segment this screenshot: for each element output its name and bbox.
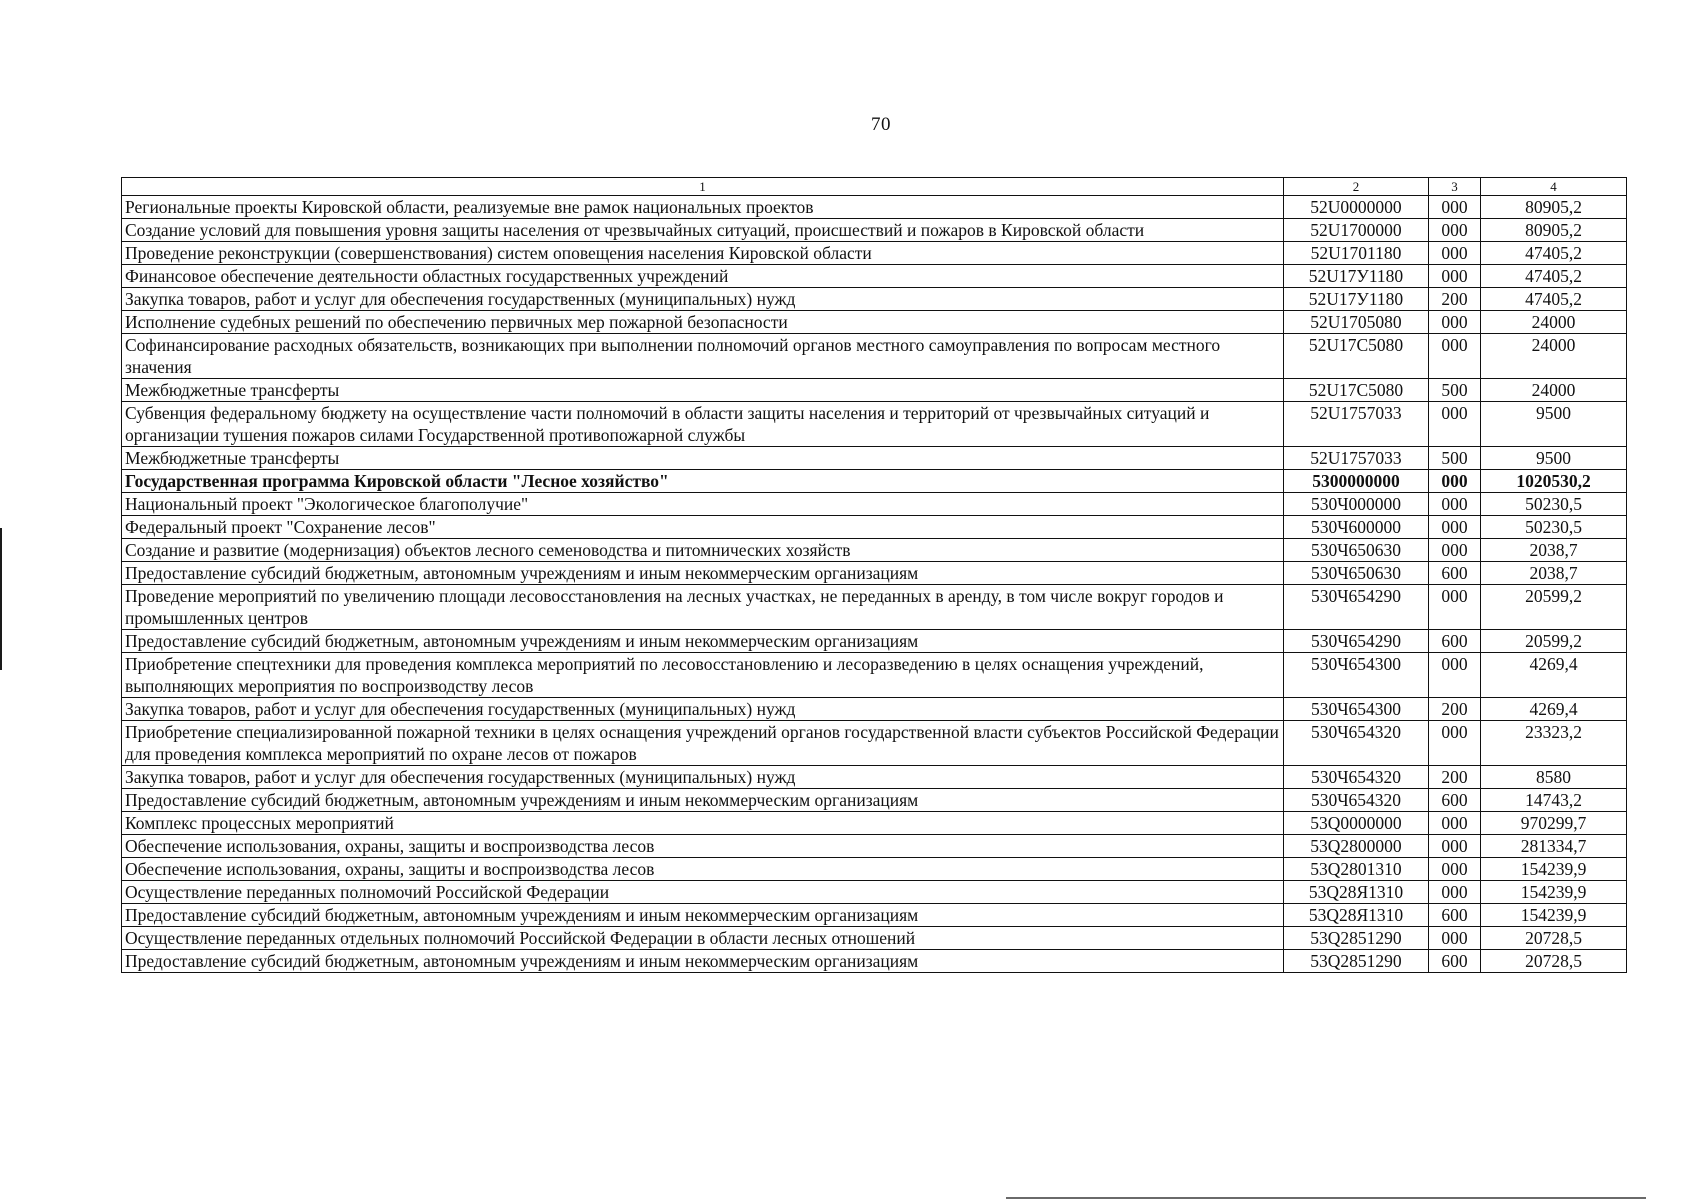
row-code-cell: 530Ч654320	[1284, 789, 1429, 812]
row-amount-cell: 154239,9	[1481, 858, 1627, 881]
row-code-cell: 53Q2851290	[1284, 927, 1429, 950]
row-code-cell: 52U17У1180	[1284, 265, 1429, 288]
row-amount-cell: 970299,7	[1481, 812, 1627, 835]
row-name-cell: Приобретение спецтехники для проведения комплекса мероприятий по лесовосстановлению и лесоразведению в целях оснащения учреждений, выполняющих мероприятия по воспроизводству лесов	[122, 653, 1284, 698]
table-row	[122, 585, 1627, 630]
row-type-cell: 000	[1429, 721, 1481, 766]
row-name-cell: Межбюджетные трансферты	[122, 379, 1284, 402]
row-name-cell: Проведение реконструкции (совершенствования) систем оповещения населения Кировской области	[122, 242, 1284, 265]
table-row	[122, 698, 1627, 721]
row-name-cell: Закупка товаров, работ и услуг для обеспечения государственных (муниципальных) нужд	[122, 766, 1284, 789]
row-amount-cell: 80905,2	[1481, 219, 1627, 242]
row-amount-cell: 24000	[1481, 334, 1627, 379]
row-name-cell: Обеспечение использования, охраны, защиты и воспроизводства лесов	[122, 835, 1284, 858]
row-name-cell: Предоставление субсидий бюджетным, автономным учреждениям и иным некоммерческим организациям	[122, 562, 1284, 585]
row-name-cell: Закупка товаров, работ и услуг для обеспечения государственных (муниципальных) нужд	[122, 288, 1284, 311]
row-type-cell: 200	[1429, 698, 1481, 721]
row-name-cell: Обеспечение использования, охраны, защиты и воспроизводства лесов	[122, 858, 1284, 881]
row-amount-cell: 50230,5	[1481, 516, 1627, 539]
table-row	[122, 927, 1627, 950]
row-type-cell: 000	[1429, 242, 1481, 265]
row-name-cell: Исполнение судебных решений по обеспечению первичных мер пожарной безопасности	[122, 311, 1284, 334]
row-type-cell: 600	[1429, 562, 1481, 585]
header-cell-4: 4	[1481, 178, 1627, 196]
row-code-cell: 52U1705080	[1284, 311, 1429, 334]
row-name-cell: Создание условий для повышения уровня защиты населения от чрезвычайных ситуаций, происшествий и пожаров в Кировской области	[122, 219, 1284, 242]
row-name-cell: Предоставление субсидий бюджетным, автономным учреждениям и иным некоммерческим организациям	[122, 904, 1284, 927]
table-row	[122, 539, 1627, 562]
table-row	[122, 562, 1627, 585]
row-code-cell: 530Ч000000	[1284, 493, 1429, 516]
row-type-cell: 000	[1429, 402, 1481, 447]
row-type-cell: 000	[1429, 334, 1481, 379]
row-name-cell: Приобретение специализированной пожарной техники в целях оснащения учреждений органов государственной власти субъектов Российской Федерации для проведения комплекса мероприятий по охране лесов от пожаров	[122, 721, 1284, 766]
row-amount-cell: 20728,5	[1481, 927, 1627, 950]
row-type-cell: 000	[1429, 470, 1481, 493]
row-code-cell: 52U1757033	[1284, 402, 1429, 447]
row-name-cell: Осуществление переданных полномочий Российской Федерации	[122, 881, 1284, 904]
row-amount-cell: 47405,2	[1481, 265, 1627, 288]
row-type-cell: 600	[1429, 630, 1481, 653]
table-row	[122, 219, 1627, 242]
row-amount-cell: 9500	[1481, 402, 1627, 447]
row-amount-cell: 47405,2	[1481, 242, 1627, 265]
row-code-cell: 530Ч654300	[1284, 653, 1429, 698]
row-type-cell: 000	[1429, 585, 1481, 630]
table-row	[122, 265, 1627, 288]
row-type-cell: 000	[1429, 516, 1481, 539]
row-code-cell: 52U17C5080	[1284, 379, 1429, 402]
row-type-cell: 200	[1429, 288, 1481, 311]
row-amount-cell: 4269,4	[1481, 653, 1627, 698]
row-amount-cell: 80905,2	[1481, 196, 1627, 219]
row-code-cell: 530Ч650630	[1284, 539, 1429, 562]
row-amount-cell: 2038,7	[1481, 539, 1627, 562]
table-row	[122, 766, 1627, 789]
table-row	[122, 493, 1627, 516]
row-code-cell: 530Ч654300	[1284, 698, 1429, 721]
row-type-cell: 000	[1429, 881, 1481, 904]
row-amount-cell: 20728,5	[1481, 950, 1627, 973]
row-type-cell: 500	[1429, 447, 1481, 470]
table-row	[122, 789, 1627, 812]
row-name-cell: Создание и развитие (модернизация) объектов лесного семеноводства и питомнических хозяйств	[122, 539, 1284, 562]
row-name-cell: Проведение мероприятий по увеличению площади лесовосстановления на лесных участках, не переданных в аренду, в том числе вокруг городов и промышленных центров	[122, 585, 1284, 630]
row-amount-cell: 20599,2	[1481, 585, 1627, 630]
row-amount-cell: 9500	[1481, 447, 1627, 470]
row-type-cell: 000	[1429, 835, 1481, 858]
row-name-cell: Федеральный проект "Сохранение лесов"	[122, 516, 1284, 539]
row-code-cell: 530Ч600000	[1284, 516, 1429, 539]
row-type-cell: 000	[1429, 539, 1481, 562]
row-type-cell: 000	[1429, 265, 1481, 288]
row-code-cell: 530Ч654320	[1284, 721, 1429, 766]
table-row	[122, 812, 1627, 835]
row-amount-cell: 47405,2	[1481, 288, 1627, 311]
row-name-cell: Софинансирование расходных обязательств, возникающих при выполнении полномочий органов местного самоуправления по вопросам местного значения	[122, 334, 1284, 379]
row-type-cell: 000	[1429, 196, 1481, 219]
row-name-cell: Комплекс процессных мероприятий	[122, 812, 1284, 835]
row-code-cell: 53Q2801310	[1284, 858, 1429, 881]
row-code-cell: 52U1700000	[1284, 219, 1429, 242]
header-cell-1: 1	[122, 178, 1284, 196]
row-code-cell: 53Q28Я1310	[1284, 881, 1429, 904]
row-type-cell: 600	[1429, 950, 1481, 973]
table-row	[122, 858, 1627, 881]
table-header-row	[122, 178, 1627, 196]
row-amount-cell: 24000	[1481, 379, 1627, 402]
scan-bottom-line	[1006, 1197, 1646, 1199]
table-row	[122, 950, 1627, 973]
row-name-cell: Предоставление субсидий бюджетным, автономным учреждениям и иным некоммерческим организациям	[122, 789, 1284, 812]
row-name-cell: Государственная программа Кировской области "Лесное хозяйство"	[122, 470, 1284, 493]
header-cell-2: 2	[1284, 178, 1429, 196]
table-row	[122, 402, 1627, 447]
table-row	[122, 881, 1627, 904]
page-number: 70	[871, 114, 891, 135]
budget-table	[121, 177, 1627, 973]
table-row	[122, 630, 1627, 653]
budget-table-body	[122, 178, 1627, 973]
row-code-cell: 52U1701180	[1284, 242, 1429, 265]
row-type-cell: 600	[1429, 904, 1481, 927]
row-amount-cell: 2038,7	[1481, 562, 1627, 585]
row-name-cell: Предоставление субсидий бюджетным, автономным учреждениям и иным некоммерческим организациям	[122, 950, 1284, 973]
row-amount-cell: 8580	[1481, 766, 1627, 789]
row-code-cell: 52U17У1180	[1284, 288, 1429, 311]
row-type-cell: 000	[1429, 653, 1481, 698]
row-amount-cell: 281334,7	[1481, 835, 1627, 858]
row-type-cell: 600	[1429, 789, 1481, 812]
row-amount-cell: 154239,9	[1481, 881, 1627, 904]
row-code-cell: 53Q2851290	[1284, 950, 1429, 973]
table-row	[122, 721, 1627, 766]
table-row	[122, 835, 1627, 858]
scan-edge-mark	[0, 528, 2, 670]
row-type-cell: 000	[1429, 219, 1481, 242]
table-row	[122, 904, 1627, 927]
table-row	[122, 470, 1627, 493]
row-amount-cell: 20599,2	[1481, 630, 1627, 653]
row-amount-cell: 1020530,2	[1481, 470, 1627, 493]
row-amount-cell: 50230,5	[1481, 493, 1627, 516]
table-row	[122, 447, 1627, 470]
row-amount-cell: 23323,2	[1481, 721, 1627, 766]
row-amount-cell: 4269,4	[1481, 698, 1627, 721]
row-code-cell: 530Ч654320	[1284, 766, 1429, 789]
row-type-cell: 500	[1429, 379, 1481, 402]
row-code-cell: 52U0000000	[1284, 196, 1429, 219]
row-name-cell: Межбюджетные трансферты	[122, 447, 1284, 470]
row-code-cell: 52U17C5080	[1284, 334, 1429, 379]
row-name-cell: Закупка товаров, работ и услуг для обеспечения государственных (муниципальных) нужд	[122, 698, 1284, 721]
row-amount-cell: 14743,2	[1481, 789, 1627, 812]
row-type-cell: 000	[1429, 493, 1481, 516]
row-name-cell: Предоставление субсидий бюджетным, автономным учреждениям и иным некоммерческим организациям	[122, 630, 1284, 653]
row-code-cell: 530Ч650630	[1284, 562, 1429, 585]
row-code-cell: 530Ч654290	[1284, 630, 1429, 653]
table-row	[122, 242, 1627, 265]
row-amount-cell: 24000	[1481, 311, 1627, 334]
table-row	[122, 196, 1627, 219]
table-row	[122, 288, 1627, 311]
row-code-cell: 5300000000	[1284, 470, 1429, 493]
row-code-cell: 53Q2800000	[1284, 835, 1429, 858]
row-code-cell: 53Q28Я1310	[1284, 904, 1429, 927]
table-row	[122, 516, 1627, 539]
row-name-cell: Национальный проект "Экологическое благополучие"	[122, 493, 1284, 516]
row-type-cell: 000	[1429, 927, 1481, 950]
row-type-cell: 000	[1429, 858, 1481, 881]
row-code-cell: 52U1757033	[1284, 447, 1429, 470]
table-row	[122, 334, 1627, 379]
row-type-cell: 200	[1429, 766, 1481, 789]
header-cell-3: 3	[1429, 178, 1481, 196]
row-name-cell: Осуществление переданных отдельных полномочий Российской Федерации в области лесных отношений	[122, 927, 1284, 950]
row-type-cell: 000	[1429, 812, 1481, 835]
row-type-cell: 000	[1429, 311, 1481, 334]
row-amount-cell: 154239,9	[1481, 904, 1627, 927]
row-name-cell: Финансовое обеспечение деятельности областных государственных учреждений	[122, 265, 1284, 288]
table-row	[122, 311, 1627, 334]
row-code-cell: 530Ч654290	[1284, 585, 1429, 630]
row-name-cell: Региональные проекты Кировской области, реализуемые вне рамок национальных проектов	[122, 196, 1284, 219]
table-row	[122, 379, 1627, 402]
table-row	[122, 653, 1627, 698]
row-code-cell: 53Q0000000	[1284, 812, 1429, 835]
row-name-cell: Субвенция федеральному бюджету на осуществление части полномочий в области защиты населения и территорий от чрезвычайных ситуаций и организации тушения пожаров силами Государственной противопожарной службы	[122, 402, 1284, 447]
